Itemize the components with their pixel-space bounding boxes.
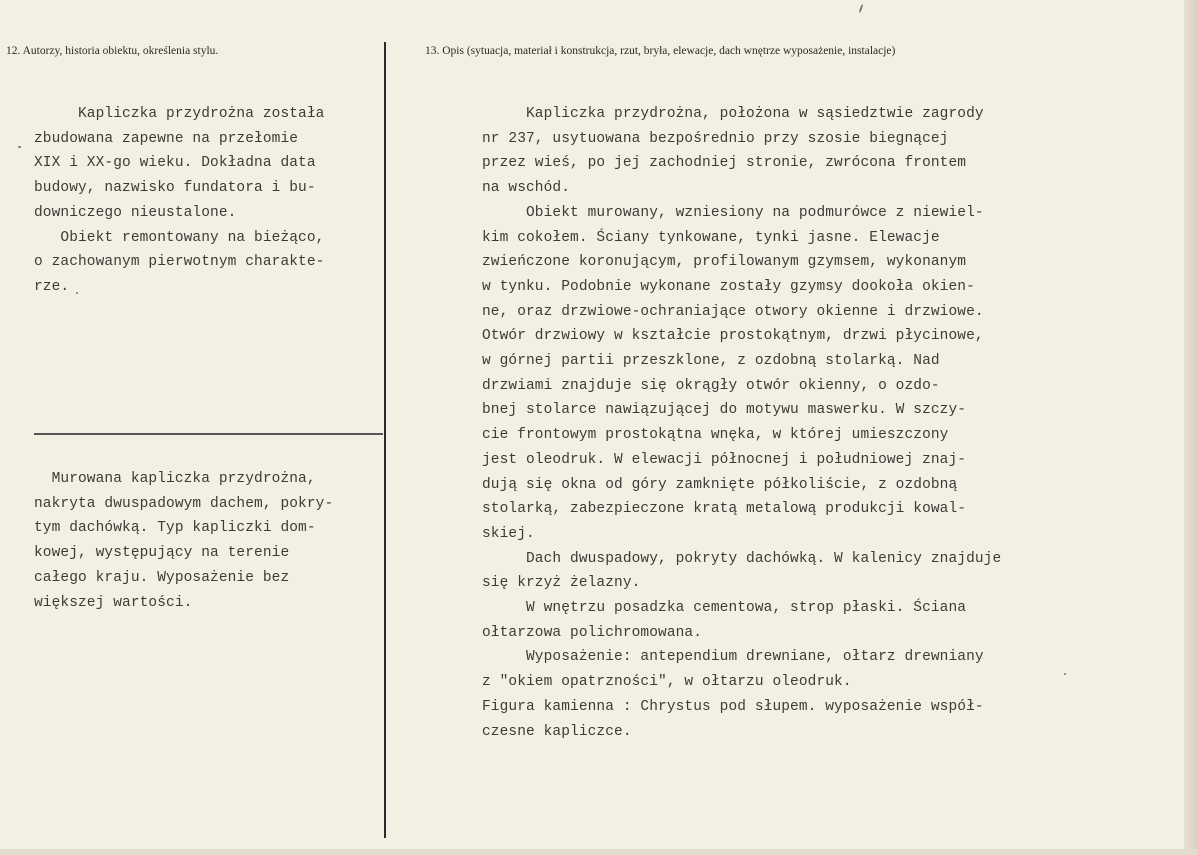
text-line: bnej stolarce nawiązującej do motywu maswerku. W szczy- xyxy=(482,402,967,419)
text-line: ne, oraz drzwiowe-ochraniające otwory okienne i drzwiowe. xyxy=(482,303,984,320)
field-12-header: 12. Autorzy, historia obiektu, określenia stylu. xyxy=(6,45,219,57)
text-line: przez wieś, po jej zachodniej stronie, zwrócona frontem xyxy=(482,155,967,172)
text-line: cie frontowym prostokątna wnęka, w której umieszczony xyxy=(482,427,949,444)
text-line: Dach dwuspadowy, pokryty dachówką. W kalenicy znajduje xyxy=(482,550,1002,567)
text-line: W wnętrzu posadzka cementowa, strop płaski. Ściana xyxy=(482,600,967,617)
text-line: drzwiami znajduje się okrągły otwór okienny, o ozdo- xyxy=(482,377,940,394)
text-line: się krzyż żelazny. xyxy=(482,575,641,592)
text-line: nr 237, usytuowana bezpośrednio przy szosie biegnącej xyxy=(482,130,949,147)
text-line: zbudowana zapewne na przełomie xyxy=(34,130,299,147)
text-line: ołtarzowa polichromowana. xyxy=(482,624,703,641)
page-bottom-edge xyxy=(0,849,1198,855)
text-line: stolarką, zabezpieczone kratą metalową produkcji kowal- xyxy=(482,501,967,518)
text-line: Murowana kapliczka przydrożna, xyxy=(34,471,316,487)
text-line: XIX i XX-go wieku. Dokładna data xyxy=(34,155,316,172)
text-line: budowy, nazwisko fundatora i bu- xyxy=(34,180,316,197)
text-line: o zachowanym pierwotnym charakte- xyxy=(34,254,325,271)
text-line: kim cokołem. Ściany tynkowane, tynki jasne. Elewacje xyxy=(482,229,940,246)
author-history-text xyxy=(34,102,324,300)
column-divider xyxy=(384,42,386,838)
text-line: czesne kapliczce. xyxy=(482,723,632,740)
paper-mark xyxy=(859,4,864,13)
text-line: większej wartości. xyxy=(34,594,193,611)
paper-speck xyxy=(76,292,78,294)
field-13-header: 13. Opis (sytuacja, materiał i konstrukcja, rzut, bryła, elewacje, dach wnętrze wyposażenie, instalacje) xyxy=(425,45,896,57)
text-line: dują się okna od góry zamknięte półkoliście, z ozdobną xyxy=(482,476,958,493)
text-line: jest oleodruk. W elewacji północnej i południowej znaj- xyxy=(482,451,967,468)
text-line: z "okiem opatrzności", w ołtarzu oleodruk. xyxy=(482,674,852,691)
text-line: całego kraju. Wyposażenie bez xyxy=(34,569,290,586)
text-line: Obiekt remontowany na bieżąco, xyxy=(34,229,325,246)
text-line: Wyposażenie: antependium drewniane, ołtarz drewniany xyxy=(482,649,984,666)
paper-speck xyxy=(1064,673,1066,675)
text-line: tym dachówką. Typ kapliczki dom- xyxy=(34,520,316,537)
text-line: nakryta dwuspadowym dachem, pokry- xyxy=(34,495,334,512)
text-line: w górnej partii przeszklone, z ozdobną stolarką. Nad xyxy=(482,353,940,370)
description-text xyxy=(482,102,1001,744)
text-line: downiczego nieustalone. xyxy=(34,204,237,221)
text-line: w tynku. Podobnie wykonane zostały gzymsy dookoła okien- xyxy=(482,278,975,295)
paper-speck xyxy=(18,146,21,148)
style-summary-text xyxy=(34,467,333,615)
text-line: kowej, występujący na terenie xyxy=(34,545,290,562)
section-divider xyxy=(34,433,383,435)
text-line: skiej. xyxy=(482,525,535,542)
text-line: Obiekt murowany, wzniesiony na podmurówce z niewiel- xyxy=(482,204,984,221)
text-line: Otwór drzwiowy w kształcie prostokątnym, drzwi płycinowe, xyxy=(482,328,984,345)
text-line: Kapliczka przydrożna, położona w sąsiedztwie zagrody xyxy=(482,106,984,122)
text-line: na wschód. xyxy=(482,180,571,197)
page-edge-shadow xyxy=(1184,0,1198,855)
text-line: Figura kamienna : Chrystus pod słupem. wyposażenie współ- xyxy=(482,698,984,715)
text-line: zwieńczone koronującym, profilowanym gzymsem, wykonanym xyxy=(482,254,967,271)
text-line: Kapliczka przydrożna została xyxy=(34,106,325,122)
text-line: rze. xyxy=(34,278,70,295)
